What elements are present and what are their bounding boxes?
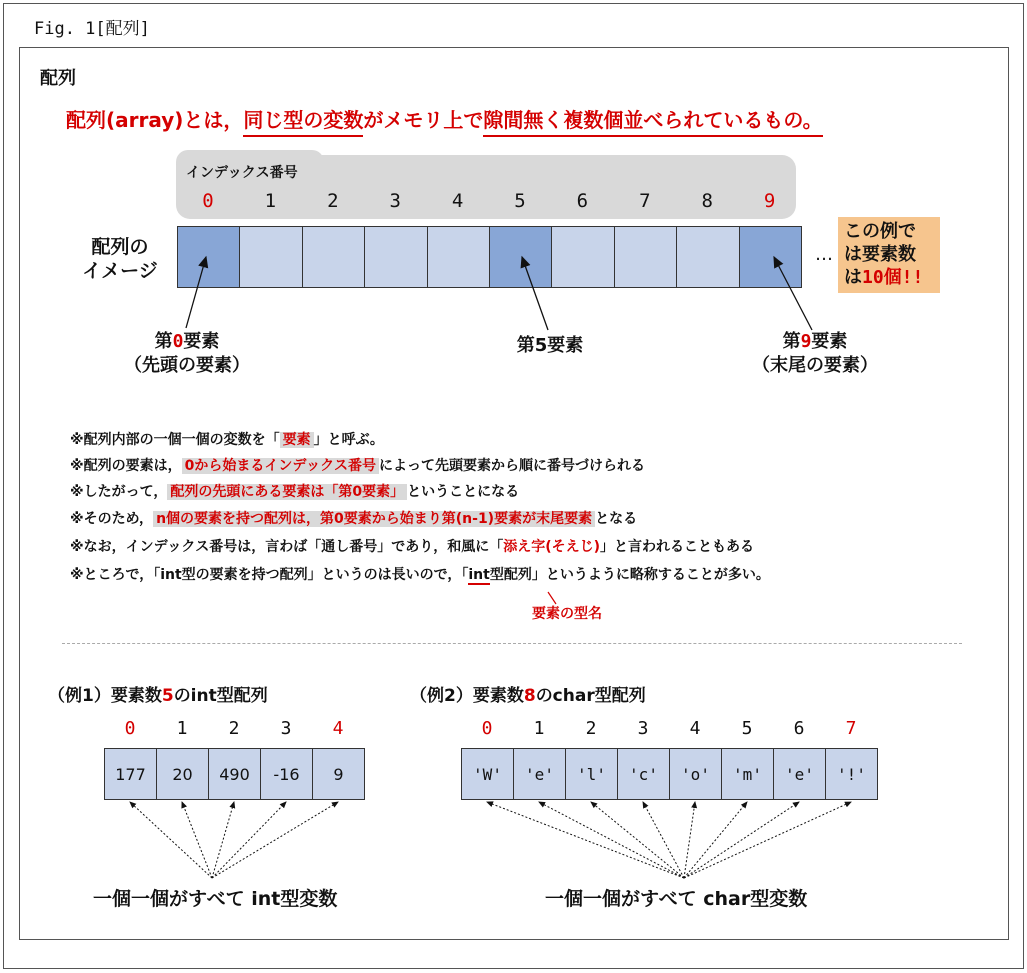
section-title: 配列 [40,68,76,89]
index-number: 8 [701,190,713,212]
example1-value-cell: 177 [104,748,157,800]
ellipsis: … [815,244,833,265]
example2-title-num: 8 [523,686,536,706]
example2-index: 6 [793,718,805,739]
array-image-label-line2: イメージ [82,260,158,282]
example2-index: 5 [741,718,753,739]
example2-value-cell: 'o' [669,748,722,800]
example1-pointer-arrow [212,802,338,878]
section-divider [62,643,962,644]
example1-index: 3 [280,718,292,739]
callout-first-sub: （先頭の要素） [124,355,250,376]
example1-title [48,681,268,706]
index-number: 4 [451,190,464,212]
example2-title-a: （例2）要素数 [410,686,524,706]
headline-part2: 同じ型の変数 [243,108,363,137]
note2-a: ※配列の要素は， [70,458,182,474]
example2-index: 1 [533,718,545,739]
note-line-5 [70,536,754,556]
note-line2: は要素数 [844,244,916,265]
note5-c: 」と言われることもある [600,539,754,555]
note-line1: この例で [844,221,916,242]
index-number: 1 [264,190,277,212]
example1-title-a: （例1）要素数 [48,686,162,706]
example1-value-cell: -16 [260,748,313,800]
example2-pointer-arrow [684,802,851,878]
note-line3-red: 10個!! [862,267,924,288]
index-number: 2 [327,190,339,212]
example1-pointer-arrow [130,802,212,878]
example2-caption: 一個一個がすべて char型変数 [545,888,808,910]
example2-pointer-arrow [487,802,684,878]
arrow-fifth-element [522,257,548,330]
example2-value-cell: 'e' [513,748,566,800]
note5-b: 添え字(そえじ) [503,539,600,555]
example1-title-b: のint型配列 [173,686,268,706]
callout-ninth-element [740,330,890,378]
index-number: 7 [639,190,651,212]
note-line-6 [70,564,770,584]
note6-a: ※ところで，「int型の要素を持つ配列」というのは長いので，「 [70,567,469,583]
example2-index: 7 [845,718,857,739]
note4-b: n個の要素を持つ配列は，第0要素から始まり第(n-1)要素が末尾要素 [153,511,595,527]
headline-part1: 配列(array)とは， [66,108,244,132]
arrow-ninth-element [774,257,812,330]
note1-c: 」と呼ぶ。 [313,432,384,448]
note1-a: ※配列内部の一個一個の変数を「 [70,432,280,448]
example1-index: 1 [176,718,188,739]
index-label: インデックス番号 [186,165,298,181]
type-name-label: 要素の型名 [532,606,602,622]
example2-value-cell: '!' [825,748,878,800]
note3-b: 配列の先頭にある要素は「第0要素」 [167,484,407,500]
example1-index: 2 [228,718,240,739]
note4-c: となる [595,511,638,527]
callout-first-element [112,330,262,378]
figure-label: Fig. 1[配列] [34,19,150,39]
index-number: 6 [576,190,589,212]
note4-a: ※そのため， [70,511,154,527]
example1-pointer-arrow [182,802,212,878]
example1-title-num: 5 [161,686,174,706]
note1-b: 要素 [280,432,314,448]
index-number: 0 [202,190,214,212]
example2-title-b: のchar型配列 [535,686,646,706]
note3-a: ※したがって， [70,484,168,500]
example2-pointer-arrow [591,802,684,878]
callout-first-post: 要素 [183,331,220,352]
example2-pointer-arrow [539,802,684,878]
example2-value-cell: 'W' [461,748,514,800]
callout-first-pre: 第 [154,331,173,352]
example1-caption: 一個一個がすべて int型変数 [93,888,338,910]
note6-d: 」というように略称することが多い。 [531,567,770,583]
example2-pointer-arrow [684,802,695,878]
example2-arrows [487,802,851,878]
index-number: 5 [514,190,526,212]
example1-value-cell: 20 [156,748,209,800]
callout-ninth-num: 9 [800,331,812,352]
callout-first-num: 0 [172,331,184,352]
example2-value-cell: 'e' [773,748,826,800]
example1-index: 4 [332,718,344,739]
note-line-4 [70,508,637,528]
example1-value-cell: 490 [208,748,261,800]
example1-index: 0 [124,718,136,739]
example2-index: 2 [585,718,597,739]
example2-pointer-arrow [684,802,799,878]
example2-value-cell: 'c' [617,748,670,800]
headline-part3: がメモリ上で [363,108,484,132]
note-line3-pre: は [844,267,862,288]
note5-a: ※なお，インデックス番号は，言わば「通し番号」であり，和風に「 [70,539,504,555]
arrow-first-element [186,257,206,328]
note2-c: によって先頭要素から順に番号づけられる [378,458,645,474]
callout-ninth-pre: 第 [782,331,801,352]
index-number: 9 [763,190,776,212]
example2-pointer-arrow [643,802,684,878]
example2-value-cell: 'm' [721,748,774,800]
index-number: 3 [389,190,401,212]
example2-index: 4 [689,718,701,739]
example1-arrows [130,802,338,878]
example2-value-cell: 'l' [565,748,618,800]
note3-c: ということになる [407,484,520,500]
note-line-3 [70,481,519,501]
example1-value-cell: 9 [312,748,365,800]
example2-index: 0 [481,718,493,739]
array-image-label-line1: 配列の [91,236,149,258]
note-line-1 [70,429,384,449]
example2-index: 3 [637,718,649,739]
note6-b: int [468,567,490,583]
note-line-2 [70,455,645,475]
note2-b: 0から始まるインデックス番号 [182,458,379,474]
callout-ninth-post: 要素 [811,331,848,352]
callout-ninth-sub: （末尾の要素） [752,355,878,376]
callout-fifth-element: 第5要素 [516,335,584,356]
example2-title [410,681,646,706]
note6-c: 型配列 [489,567,532,583]
headline-part4: 隙間無く複数個並べられているもの。 [483,108,822,137]
